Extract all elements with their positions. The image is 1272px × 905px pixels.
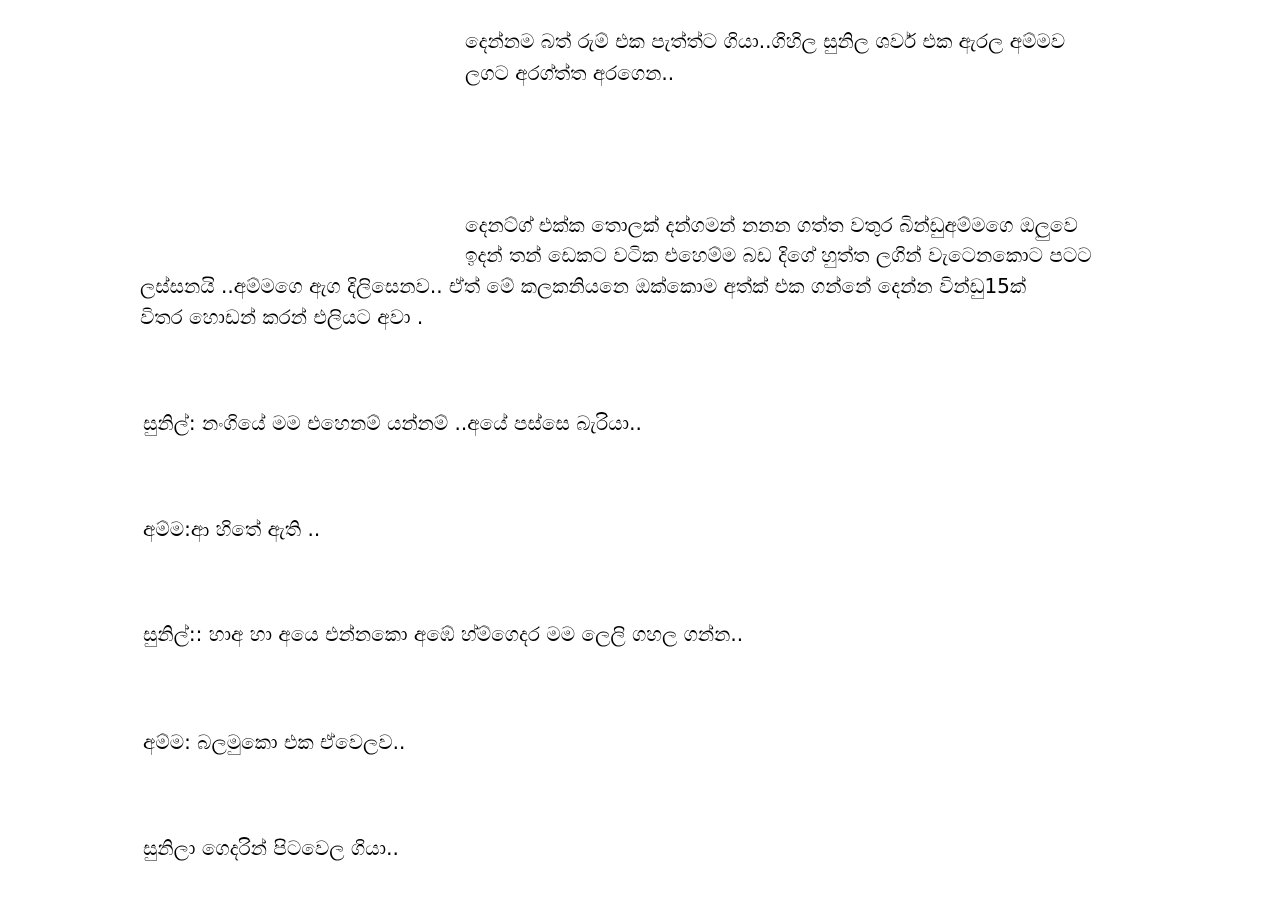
dialogue-line-sunil: සුනිල්: නංගියේ මම එහෙනම් යන්නම් ..අයේ පස්සෙ බැරියා.. [143, 411, 642, 435]
dialogue-line-amma: අම්ම:ආ හිතේ ඇති .. [143, 517, 321, 541]
dialogue-line-amma: අම්ම: බලමුකො එක ඒවෙලව.. [143, 730, 406, 754]
narration-paragraph-line: ඉදන් තන් ඩෙකට වටික එහෙම්ම බඩ දිගේ හුත්ත ලගින් වැටෙනකොට පටට [465, 243, 1092, 267]
dialogue-line-sunil: සුනිල්:: හාඅ හා අයෙ එන්නකො අඹේ හ්ම්ගෙදර මම ලෙලි ගහල ගන්න.. [143, 622, 744, 646]
intro-paragraph-line: දෙන්නම බත් රුම් එක පැත්ත්ට ගියා..ගිහිල සුනිල ශවර් එක ඇරල අම්මව [465, 29, 1066, 53]
narration-paragraph-line: විතර හොඩන් කරන් එලියට අවා . [140, 305, 424, 329]
dialogue-line-narration: සුනිලා ගෙදරින් පිටවෙල ගියා.. [143, 836, 399, 860]
narration-paragraph-line: දෙනට්ග් එක්ක තොලක් දන්ගමන් නනන ගත්ත වතුර බින්ඩුඅම්මගෙ ඔලුවෙ [465, 213, 1078, 237]
intro-paragraph-line: ලගට අරග්ත්ත අරගෙන.. [465, 61, 675, 85]
narration-paragraph-line: ලස්සනයි ..අම්මගෙ ඇග දිලිසෙනව.. ඒත් මේ කලකනියනෙ ඔක්කොම අත්ක් එක ගන්නේ දෙන්න වින්ඩු15ක් [140, 274, 1027, 298]
